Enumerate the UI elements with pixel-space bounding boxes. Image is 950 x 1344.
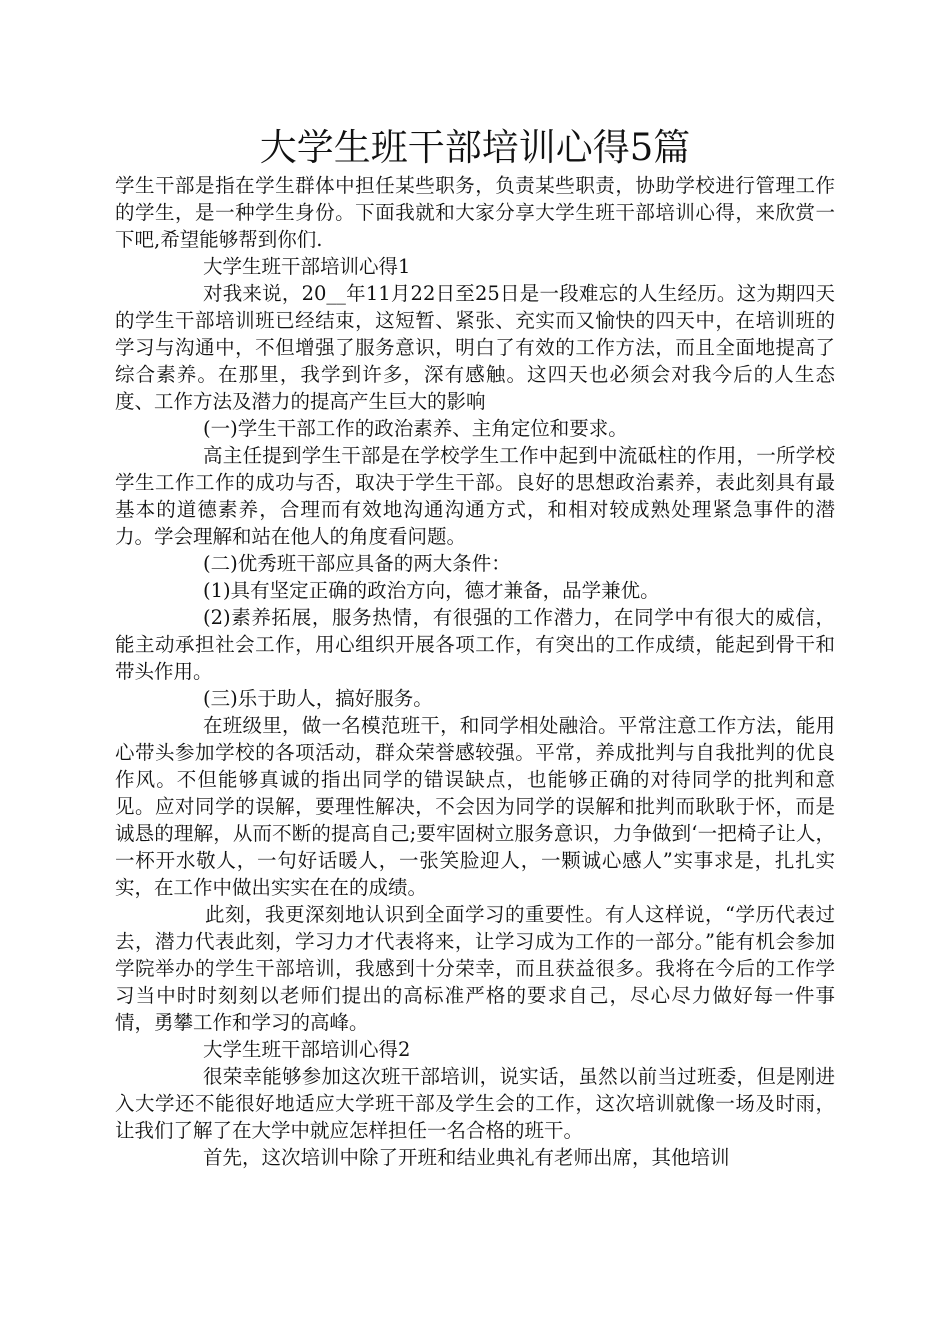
subheading: (一)学生干部工作的政治素养、主角定位和要求。	[203, 417, 628, 440]
paragraph: 对我来说，20__年11月22日至25日是一段难忘的人生经历。这为期四天的学生干部培训班已经结束，这短暂、紧张、充实而又愉快的四天中，在培训班的学习与沟通中，不但增强了服务意识，明白了有效的工作方法，而且全面地提高了综合素养。在那里，我学到许多，深有感触。这四天也必须会对我今后的人生态度、工作方法及潜力的提高产生巨大的影响	[115, 282, 835, 413]
intro-paragraph: 学生干部是指在学生群体中担任某些职务，负责某些职责，协助学校进行管理工作的学生，是一种学生身份。下面我就和大家分享大学生班干部培训心得，来欣赏一下吧,希望能够帮到你们.	[115, 174, 835, 251]
paragraph: 高主任提到学生干部是在学校学生工作中起到中流砥柱的作用，一所学校学生工作工作的成功与否，取决于学生干部。良好的思想政治素养，表此刻具有最基本的道德素养，合理而有效地沟通沟通方式，和相对较成熟处理紧急事件的潜力。学会理解和站在他人的角度看问题。	[115, 444, 835, 548]
paragraph: 很荣幸能够参加这次班干部培训，说实话，虽然以前当过班委，但是刚进入大学还不能很好地适应大学班干部及学生会的工作，这次培训就像一场及时雨，让我们了解了在大学中就应怎样担任一名合格的班干。	[115, 1065, 835, 1142]
document-title: 大学生班干部培训心得5篇	[259, 126, 691, 169]
document-body	[115, 172, 835, 1171]
subheading: (二)优秀班干部应具备的两大条件：	[203, 552, 511, 575]
section-heading-2: 大学生班干部培训心得2	[203, 1038, 411, 1061]
paragraph: 首先，这次培训中除了开班和结业典礼有老师出席，其他培训	[203, 1146, 730, 1169]
list-item: (2)素养拓展，服务热情，有很强的工作潜力，在同学中有很大的威信，能主动承担社会工作，用心组织开展各项工作，有突出的工作成绩，能起到骨干和带头作用。	[115, 606, 835, 683]
list-item: (1)具有坚定正确的政治方向，德才兼备，品学兼优。	[203, 579, 660, 602]
section-heading-1: 大学生班干部培训心得1	[203, 255, 411, 278]
paragraph: 在班级里，做一名模范班干，和同学相处融洽。平常注意工作方法，能用心带头参加学校的各项活动，群众荣誉感较强。平常，养成批判与自我批判的优良作风。不但能够真诚的指出同学的错误缺点，也能够正确的对待同学的批判和意见。应对同学的误解，要理性解决，不会因为同学的误解和批判而耿耿于怀，而是诚恳的理解，从而不断的提高自己;要牢固树立服务意识，力争做到‘一把椅子让人，一杯开水敬人，一句好话暖人，一张笑脸迎人，一颗诚心感人”实事求是，扎扎实实，在工作中做出实实在在的成绩。	[115, 714, 835, 899]
subheading: (三)乐于助人，搞好服务。	[203, 687, 433, 710]
paragraph: 此刻，我更深刻地认识到全面学习的重要性。有人这样说，“学历代表过去，潜力代表此刻，学习力才代表将来，让学习成为工作的一部分。”能有机会参加学院举办的学生干部培训，我感到十分荣幸，而且获益很多。我将在今后的工作学习当中时时刻刻以老师们提出的高标准严格的要求自己，尽心尽力做好每一件事情，勇攀工作和学习的高峰。	[115, 903, 835, 1034]
